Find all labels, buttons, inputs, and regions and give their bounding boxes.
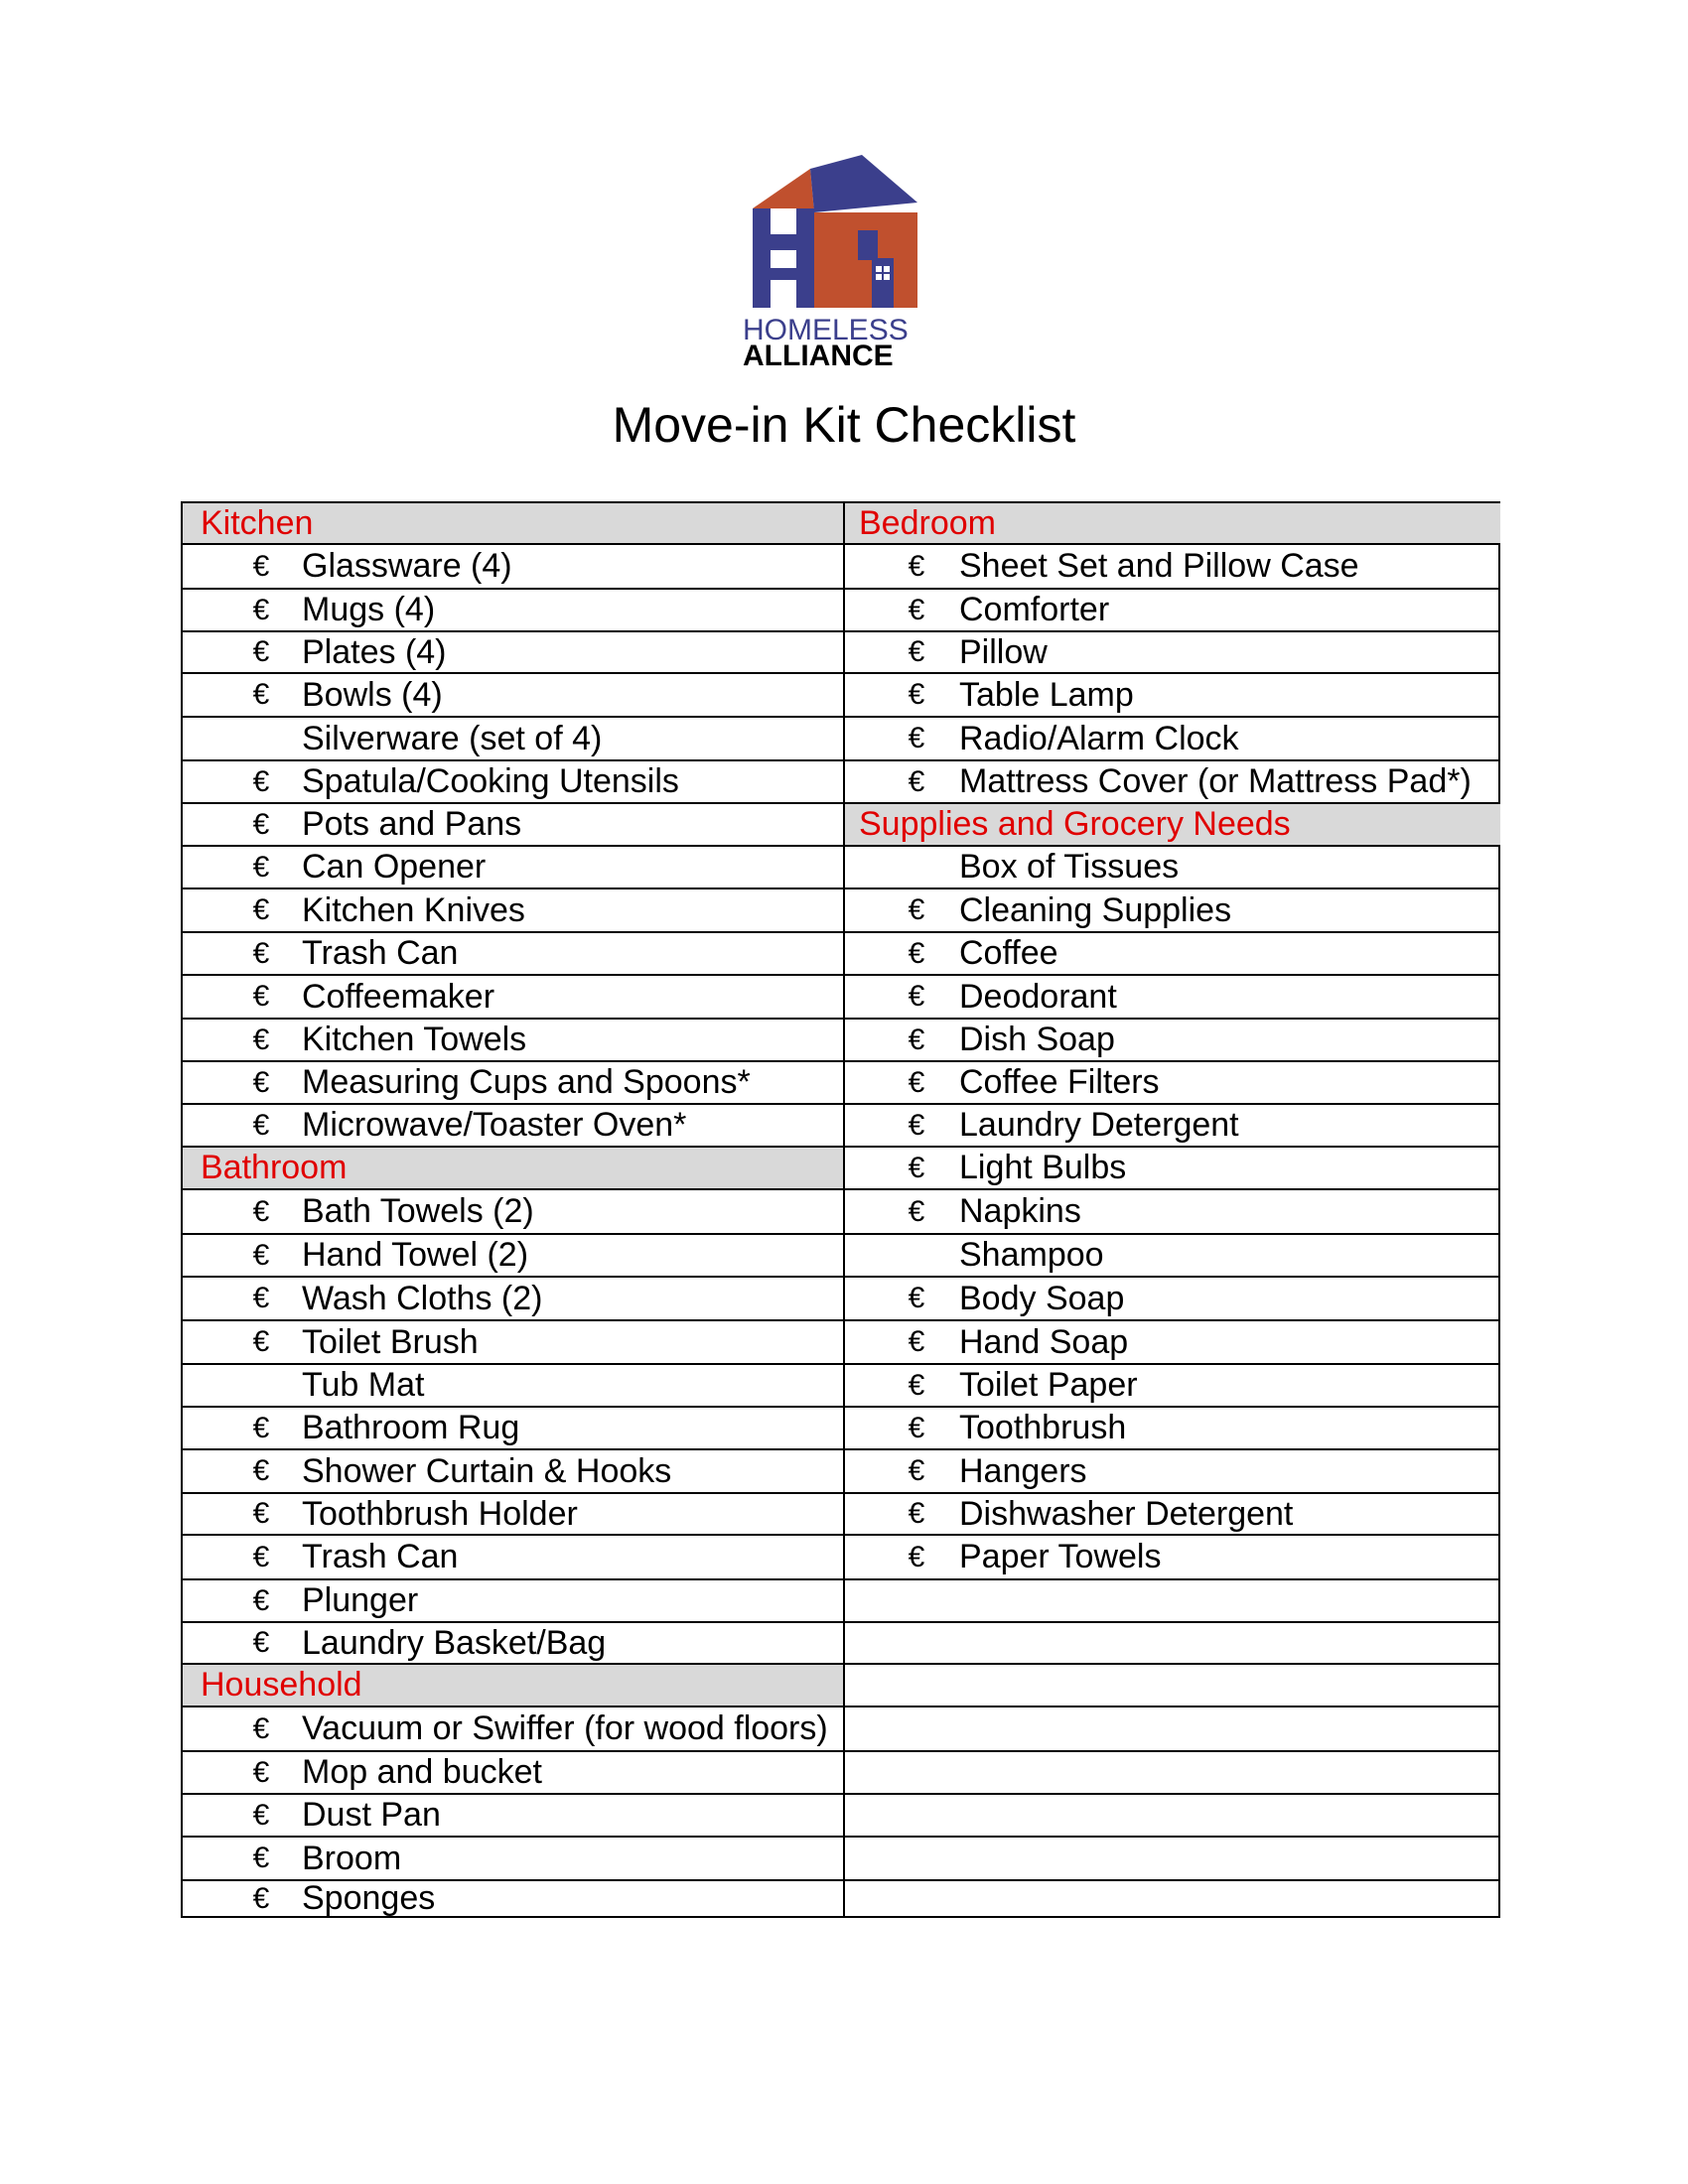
checkbox-bullet-icon: € <box>908 635 925 668</box>
checkbox-bullet-icon: € <box>908 1066 925 1099</box>
empty-row <box>845 1623 1500 1665</box>
checklist-row <box>845 718 1500 761</box>
logo-line2: ALLIANCE <box>743 340 894 369</box>
checklist-table <box>181 501 1500 1918</box>
empty-row <box>845 1580 1500 1623</box>
checklist-item-label: Bathroom Rug <box>302 1409 520 1446</box>
checklist-item-label: Trash Can <box>302 934 459 972</box>
checklist-item-label: Bowls (4) <box>302 676 443 714</box>
checkbox-bullet-icon: € <box>252 980 270 1013</box>
checklist-item-label: Spatula/Cooking Utensils <box>302 762 679 800</box>
checklist-item-label: Tub Mat <box>302 1366 425 1404</box>
section-title: Kitchen <box>201 504 314 542</box>
checkbox-bullet-icon: € <box>908 678 925 711</box>
section-title: Supplies and Grocery Needs <box>859 805 1291 843</box>
checklist-row <box>183 1365 843 1408</box>
checkbox-bullet-icon: € <box>908 1195 925 1228</box>
checklist-item-label: Microwave/Toaster Oven* <box>302 1106 687 1144</box>
checkbox-bullet-icon: € <box>252 635 270 668</box>
section-header <box>845 804 1500 847</box>
checklist-row <box>183 1494 843 1536</box>
checkbox-bullet-icon: € <box>252 1109 270 1142</box>
checkbox-bullet-icon: € <box>252 1239 270 1272</box>
checklist-row <box>845 933 1500 976</box>
checklist-item-label: Deodorant <box>959 978 1117 1016</box>
checkbox-bullet-icon: € <box>908 893 925 926</box>
checklist-item-label: Trash Can <box>302 1538 459 1575</box>
empty-row <box>845 1752 1500 1795</box>
checkbox-bullet-icon: € <box>908 765 925 798</box>
checklist-item-label: Toothbrush <box>959 1409 1127 1446</box>
checkbox-bullet-icon: € <box>252 1584 270 1617</box>
checklist-row <box>183 1795 843 1838</box>
checklist-item-label: Kitchen Knives <box>302 891 525 929</box>
checklist-item-label: Laundry Basket/Bag <box>302 1624 607 1662</box>
checklist-row <box>183 1062 843 1105</box>
checklist-row <box>845 632 1500 674</box>
section-header <box>183 503 843 545</box>
checklist-row <box>183 1623 843 1665</box>
checkbox-bullet-icon: € <box>908 1541 925 1573</box>
checklist-item-label: Measuring Cups and Spoons* <box>302 1063 751 1101</box>
checklist-item-label: Toilet Brush <box>302 1323 479 1361</box>
checklist-item-label: Box of Tissues <box>959 848 1180 886</box>
checklist-item-label: Can Opener <box>302 848 487 886</box>
checklist-item-label: Hangers <box>959 1452 1087 1490</box>
checklist-row <box>845 976 1500 1020</box>
checklist-row <box>183 1838 843 1881</box>
checkbox-bullet-icon: € <box>252 937 270 970</box>
checklist-row <box>183 1105 843 1148</box>
checklist-item-label: Comforter <box>959 591 1110 628</box>
checkbox-bullet-icon: € <box>908 1282 925 1314</box>
checkbox-bullet-icon: € <box>252 1712 270 1745</box>
checklist-item-label: Sponges <box>302 1879 436 1917</box>
checklist-row <box>183 1321 843 1365</box>
checklist-row <box>845 1321 1500 1365</box>
checklist-item-label: Light Bulbs <box>959 1149 1127 1186</box>
checklist-item-label: Dish Soap <box>959 1021 1115 1058</box>
empty-row <box>845 1795 1500 1838</box>
checklist-item-label: Kitchen Towels <box>302 1021 527 1058</box>
checklist-row <box>183 1408 843 1450</box>
checkbox-bullet-icon: € <box>908 1109 925 1142</box>
checkbox-bullet-icon: € <box>252 1454 270 1487</box>
checklist-item-label: Laundry Detergent <box>959 1106 1239 1144</box>
checklist-row <box>845 545 1500 590</box>
page-title: Move-in Kit Checklist <box>612 397 1076 453</box>
checkbox-bullet-icon: € <box>908 722 925 754</box>
checkbox-bullet-icon: € <box>252 1412 270 1444</box>
checklist-row <box>845 1365 1500 1408</box>
checklist-item-label: Dust Pan <box>302 1796 441 1834</box>
checklist-row <box>183 1020 843 1062</box>
checkbox-bullet-icon: € <box>252 1842 270 1874</box>
section-header <box>845 503 1500 545</box>
empty-row <box>845 1665 1500 1707</box>
checklist-row <box>845 1450 1500 1494</box>
checklist-item-label: Vacuum or Swiffer (for wood floors) <box>302 1709 828 1747</box>
checklist-item-label: Body Soap <box>959 1280 1125 1317</box>
checklist-row <box>845 847 1500 889</box>
checklist-item-label: Shampoo <box>959 1236 1104 1274</box>
checklist-item-label: Toilet Paper <box>959 1366 1138 1404</box>
checkbox-bullet-icon: € <box>252 808 270 841</box>
checkbox-bullet-icon: € <box>252 1195 270 1228</box>
checkbox-bullet-icon: € <box>252 851 270 884</box>
checkbox-bullet-icon: € <box>252 1626 270 1659</box>
checklist-item-label: Napkins <box>959 1192 1081 1230</box>
checklist-item-label: Radio/Alarm Clock <box>959 720 1239 757</box>
section-header <box>183 1148 843 1190</box>
checklist-item-label: Silverware (set of 4) <box>302 720 603 757</box>
checkbox-bullet-icon: € <box>252 678 270 711</box>
checklist-row <box>845 1062 1500 1105</box>
checklist-item-label: Cleaning Supplies <box>959 891 1232 929</box>
empty-row <box>845 1881 1500 1918</box>
checklist-item-label: Wash Cloths (2) <box>302 1280 543 1317</box>
checklist-row <box>183 632 843 674</box>
checklist-row <box>183 674 843 718</box>
checklist-row <box>845 1148 1500 1190</box>
checklist-item-label: Hand Soap <box>959 1323 1129 1361</box>
checklist-row <box>183 1536 843 1580</box>
checklist-item-label: Coffeemaker <box>302 978 495 1016</box>
checklist-item-label: Table Lamp <box>959 676 1134 714</box>
checkbox-bullet-icon: € <box>908 1369 925 1402</box>
checklist-row <box>845 761 1500 804</box>
checklist-item-label: Broom <box>302 1840 402 1877</box>
checklist-item-label: Plunger <box>302 1581 419 1619</box>
checklist-row <box>845 889 1500 933</box>
checklist-row <box>183 976 843 1020</box>
checkbox-bullet-icon: € <box>252 1024 270 1056</box>
checklist-row <box>183 1278 843 1321</box>
checkbox-bullet-icon: € <box>908 1325 925 1358</box>
checklist-item-label: Dishwasher Detergent <box>959 1495 1294 1533</box>
checklist-row <box>845 1235 1500 1278</box>
checklist-row <box>845 1408 1500 1450</box>
checklist-row <box>845 1190 1500 1235</box>
checklist-item-label: Shower Curtain & Hooks <box>302 1452 672 1490</box>
checkbox-bullet-icon: € <box>252 594 270 626</box>
checklist-row <box>845 1105 1500 1148</box>
checklist-item-label: Coffee Filters <box>959 1063 1160 1101</box>
checklist-item-label: Mop and bucket <box>302 1753 542 1791</box>
checkbox-bullet-icon: € <box>252 1756 270 1789</box>
checklist-item-label: Hand Towel (2) <box>302 1236 529 1274</box>
checklist-row <box>183 590 843 632</box>
checklist-row <box>183 1235 843 1278</box>
checkbox-bullet-icon: € <box>252 550 270 583</box>
checkbox-bullet-icon: € <box>908 1497 925 1530</box>
checklist-row <box>183 933 843 976</box>
section-title: Bedroom <box>859 504 996 542</box>
checkbox-bullet-icon: € <box>908 550 925 583</box>
checkbox-bullet-icon: € <box>252 1541 270 1573</box>
checklist-row <box>183 1881 843 1918</box>
checkbox-bullet-icon: € <box>908 980 925 1013</box>
checklist-row <box>183 1190 843 1235</box>
logo-line1: HOMELESS <box>743 314 909 346</box>
checkbox-bullet-icon: € <box>908 1412 925 1444</box>
checklist-item-label: Mattress Cover (or Mattress Pad*) <box>959 762 1472 800</box>
checklist-row <box>183 804 843 847</box>
checklist-item-label: Sheet Set and Pillow Case <box>959 547 1359 585</box>
checklist-item-label: Glassware (4) <box>302 547 512 585</box>
checkbox-bullet-icon: € <box>908 937 925 970</box>
checklist-item-label: Mugs (4) <box>302 591 436 628</box>
checklist-row <box>183 718 843 761</box>
checklist-row <box>845 1536 1500 1580</box>
checklist-row <box>183 847 843 889</box>
checklist-row <box>183 545 843 590</box>
checklist-row <box>845 590 1500 632</box>
checkbox-bullet-icon: € <box>252 893 270 926</box>
checklist-item-label: Coffee <box>959 934 1058 972</box>
checkbox-bullet-icon: € <box>908 594 925 626</box>
checklist-row <box>183 1707 843 1752</box>
section-header <box>183 1665 843 1707</box>
checklist-row <box>183 761 843 804</box>
checklist-row <box>845 1020 1500 1062</box>
section-title: Bathroom <box>201 1149 348 1186</box>
checkbox-bullet-icon: € <box>252 765 270 798</box>
checkbox-bullet-icon: € <box>908 1024 925 1056</box>
checkbox-bullet-icon: € <box>908 1454 925 1487</box>
checklist-item-label: Paper Towels <box>959 1538 1162 1575</box>
checklist-item-label: Pots and Pans <box>302 805 522 843</box>
checkbox-bullet-icon: € <box>252 1282 270 1314</box>
checklist-row <box>183 1752 843 1795</box>
checklist-row <box>183 889 843 933</box>
section-title: Household <box>201 1666 362 1704</box>
checkbox-bullet-icon: € <box>252 1882 270 1915</box>
homeless-alliance-logo <box>741 151 939 369</box>
checklist-row <box>845 674 1500 718</box>
checklist-item-label: Pillow <box>959 633 1048 671</box>
checklist-row <box>845 1278 1500 1321</box>
checkbox-bullet-icon: € <box>252 1799 270 1832</box>
empty-row <box>845 1838 1500 1881</box>
checkbox-bullet-icon: € <box>252 1325 270 1358</box>
checklist-row <box>183 1580 843 1623</box>
checkbox-bullet-icon: € <box>252 1066 270 1099</box>
empty-row <box>845 1707 1500 1752</box>
checklist-row <box>845 1494 1500 1536</box>
checklist-item-label: Bath Towels (2) <box>302 1192 534 1230</box>
checklist-item-label: Toothbrush Holder <box>302 1495 578 1533</box>
checkbox-bullet-icon: € <box>252 1497 270 1530</box>
checklist-item-label: Plates (4) <box>302 633 447 671</box>
checkbox-bullet-icon: € <box>908 1152 925 1184</box>
checklist-row <box>183 1450 843 1494</box>
